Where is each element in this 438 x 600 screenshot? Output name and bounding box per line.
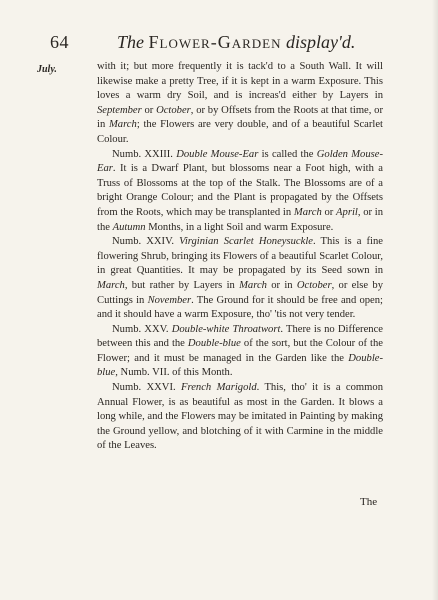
text-segment: or in — [266, 279, 297, 291]
italic-text: April — [336, 206, 358, 218]
text-segment: , or else by Cuttings in — [97, 279, 383, 306]
text-segment: Numb. XXIV. — [112, 236, 180, 248]
italic-text: Golden Mouse-Ear — [97, 148, 383, 175]
italic-text: Double-blue — [97, 352, 383, 379]
paragraph — [97, 323, 383, 381]
paragraph — [97, 235, 383, 323]
catchword: The — [360, 496, 378, 508]
paragraph — [97, 148, 383, 236]
text-segment: or — [321, 206, 337, 218]
italic-text: Autumn — [112, 221, 146, 233]
text-segment: , or by Offsets from the Roots at that time, or in — [97, 104, 383, 131]
text-segment: Numb. XXV. — [112, 323, 172, 335]
text-segment: ; the Flowers are very double, and of a beautiful Scarlet Colour. — [97, 119, 383, 145]
margin-note-month: July. — [37, 64, 57, 75]
running-head-main: Flower-Garden — [148, 32, 282, 52]
text-segment: is called the — [258, 148, 317, 160]
italic-text: Double-blue — [187, 338, 241, 350]
italic-text: French Marigold — [181, 382, 257, 394]
text-segment: . It is a Dwarf Plant, but blossoms near a Foot high, with a Truss of Blossoms at the top of the Stalk. The Blossoms are of a bright Orange Colour; and the Plant is propagated by the Offsets from the Roots, which may be transplanted in — [97, 163, 383, 218]
text-segment: Months, in a light Soil and warm Exposure. — [145, 221, 334, 233]
text-segment: . The Ground for it should be free and open; and it should have a warm Exposure, tho' 'tis not very tender. — [97, 294, 383, 321]
text-segment: of the sort, but the Colour of the Flower; and it must be managed in the Garden like the — [97, 338, 383, 364]
italic-text: March — [97, 279, 125, 291]
italic-text: March — [108, 119, 137, 131]
italic-text: March — [293, 206, 322, 218]
text-segment: with it; but more frequently it is tack'd to a South Wall. It will likewise make a pretty Tree, if it is kept in a warm Exposure. This loves a warm dry Soil, and is increas'd either by Layers in — [97, 61, 383, 102]
page-number: 64 — [50, 32, 69, 52]
paragraph — [97, 381, 383, 454]
text-segment: or — [141, 104, 157, 116]
text-segment: . This, tho' it is a common Annual Flower, is as beautiful as most in the Garden. It blows a long while, and the Flowers may be imitated in Painting by making the Ground yellow, and blotching of it with Carmine in the middle of the Leaves. — [97, 382, 383, 452]
body-text — [97, 60, 383, 454]
italic-text: Virginian Scarlet Honeysuckle — [179, 236, 313, 248]
running-head-end: display'd. — [286, 32, 356, 52]
italic-text: October — [296, 279, 332, 291]
text-segment: , or in the — [97, 206, 383, 233]
text-segment: , Numb. VII. of this Month. — [115, 367, 233, 379]
paragraph — [97, 60, 383, 148]
running-head — [117, 32, 355, 53]
italic-text: November — [147, 294, 192, 306]
italic-text: Double-white Throatwort — [171, 323, 281, 335]
page-header — [40, 32, 380, 54]
italic-text: Double Mouse-Ear — [176, 148, 259, 160]
italic-text: September — [97, 104, 142, 116]
text-segment: , but rather by Layers in — [124, 279, 240, 291]
italic-text: March — [239, 279, 267, 291]
text-segment: Numb. XXIII. — [112, 148, 177, 160]
text-segment: . There is no Difference between this and the — [97, 323, 383, 350]
text-segment: Numb. XXVI. — [112, 382, 182, 394]
running-head-the: The — [117, 32, 144, 52]
text-segment: . This is a fine flowering Shrub, bringing its Flowers of a beautiful Scarlet Colour, in great Quantities. It may be propagated by its Seed sown in — [97, 236, 383, 277]
italic-text: October — [156, 104, 191, 116]
